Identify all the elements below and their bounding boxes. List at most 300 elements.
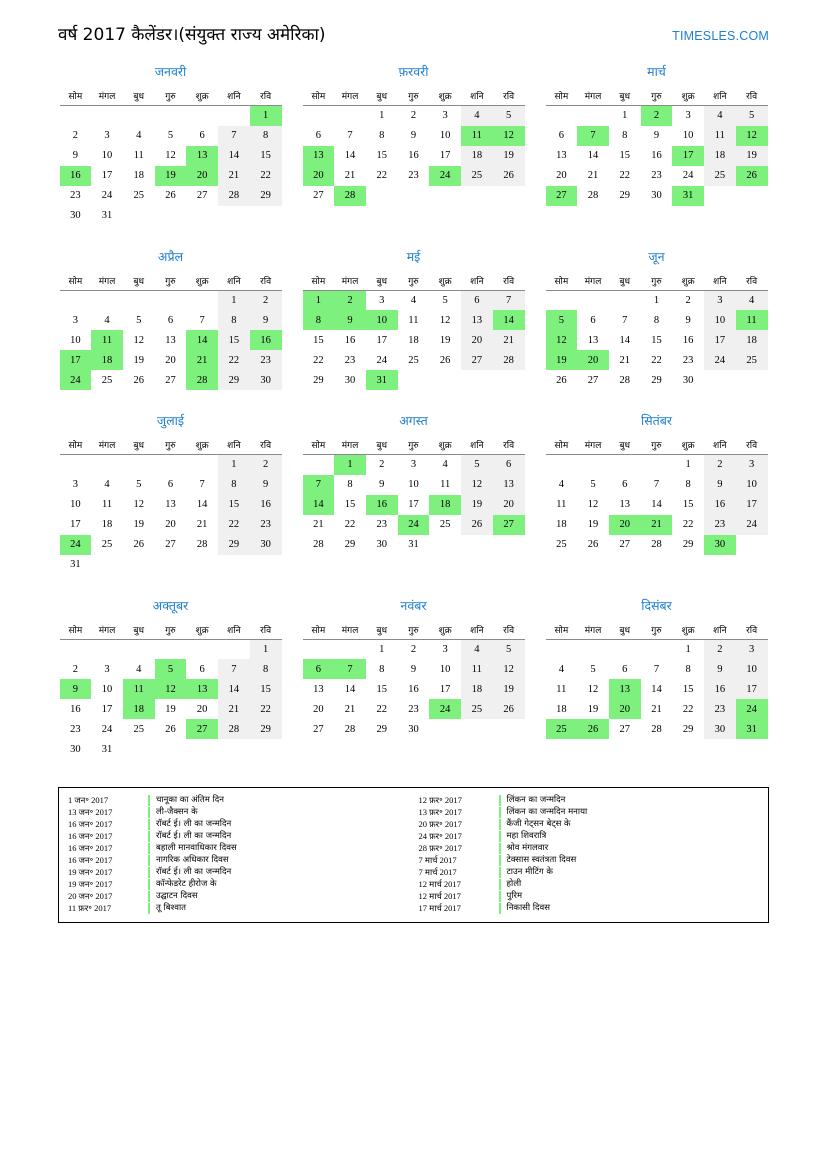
day-cell[interactable]: 21: [493, 330, 525, 350]
day-cell[interactable]: 22: [344, 519, 356, 530]
day-cell[interactable]: 19: [461, 495, 493, 515]
day-cell[interactable]: 2: [250, 455, 282, 475]
day-cell[interactable]: 7: [347, 130, 353, 141]
day-cell[interactable]: 26: [556, 374, 567, 386]
day-cell[interactable]: 25: [408, 354, 419, 366]
day-cell[interactable]: 10: [101, 150, 113, 161]
day-cell[interactable]: 20: [196, 703, 208, 715]
day-cell[interactable]: 10: [439, 663, 451, 675]
day-cell[interactable]: 11: [133, 150, 144, 161]
day-cell[interactable]: 29: [250, 186, 282, 206]
day-cell[interactable]: 30: [70, 743, 81, 755]
day-cell[interactable]: 14: [651, 499, 662, 510]
day-cell-holiday[interactable]: 1: [250, 106, 282, 126]
day-cell[interactable]: 9: [410, 130, 417, 141]
day-cell[interactable]: 31: [70, 559, 81, 570]
day-cell-holiday[interactable]: 28: [186, 370, 218, 390]
day-cell[interactable]: 27: [461, 350, 493, 370]
day-cell[interactable]: 14: [196, 499, 208, 510]
day-cell[interactable]: 8: [250, 126, 282, 146]
day-cell[interactable]: 16: [704, 679, 736, 699]
day-cell[interactable]: 30: [408, 723, 419, 735]
day-cell-holiday[interactable]: 26: [736, 166, 768, 186]
day-cell-holiday[interactable]: 21: [641, 515, 673, 535]
day-cell-holiday[interactable]: 20: [609, 699, 641, 719]
day-cell[interactable]: 7: [218, 659, 250, 679]
day-cell[interactable]: 29: [218, 535, 250, 555]
day-cell[interactable]: 29: [250, 719, 282, 739]
day-cell[interactable]: 6: [167, 479, 174, 490]
day-cell[interactable]: 11: [556, 683, 567, 695]
day-cell[interactable]: 30: [682, 374, 694, 386]
day-cell[interactable]: 13: [165, 334, 176, 346]
day-cell[interactable]: 3: [442, 643, 448, 655]
day-cell[interactable]: 16: [408, 683, 419, 695]
day-cell[interactable]: 26: [461, 515, 493, 535]
day-cell[interactable]: 5: [461, 455, 493, 475]
day-cell[interactable]: 9: [685, 314, 691, 326]
day-cell[interactable]: 14: [344, 150, 356, 161]
day-cell[interactable]: 19: [493, 679, 525, 699]
day-cell[interactable]: 19: [133, 354, 144, 366]
day-cell[interactable]: 7: [653, 663, 660, 675]
day-cell[interactable]: 25: [461, 166, 493, 186]
day-cell[interactable]: 17: [736, 679, 768, 699]
day-cell-holiday[interactable]: 27: [186, 719, 218, 739]
day-cell[interactable]: 23: [250, 350, 282, 370]
day-cell[interactable]: 31: [101, 743, 113, 755]
day-cell[interactable]: 14: [651, 683, 662, 695]
day-cell[interactable]: 28: [619, 374, 630, 386]
day-cell-holiday[interactable]: 27: [493, 515, 525, 535]
day-cell[interactable]: 23: [250, 515, 282, 535]
day-cell[interactable]: 30: [250, 535, 282, 555]
day-cell[interactable]: 15: [344, 499, 356, 510]
day-cell-holiday[interactable]: 31: [736, 719, 768, 739]
day-cell[interactable]: 8: [685, 663, 691, 675]
day-cell[interactable]: 21: [344, 703, 356, 715]
day-cell-holiday[interactable]: 17: [672, 146, 704, 166]
day-cell[interactable]: 15: [313, 334, 324, 346]
day-cell[interactable]: 6: [590, 314, 596, 326]
day-cell-holiday[interactable]: 24: [60, 535, 92, 555]
day-cell[interactable]: 4: [704, 106, 736, 126]
day-cell[interactable]: 14: [218, 146, 250, 166]
day-cell[interactable]: 18: [704, 146, 736, 166]
day-cell[interactable]: 1: [218, 455, 250, 475]
day-cell[interactable]: 16: [651, 150, 662, 161]
day-cell[interactable]: 25: [704, 166, 736, 186]
day-cell[interactable]: 5: [136, 479, 142, 490]
day-cell-holiday[interactable]: 20: [609, 515, 641, 535]
day-cell[interactable]: 25: [133, 723, 144, 735]
day-cell[interactable]: 9: [410, 663, 417, 675]
day-cell-holiday[interactable]: 20: [303, 166, 335, 186]
day-cell[interactable]: 27: [313, 190, 324, 201]
day-cell[interactable]: 26: [133, 374, 144, 386]
day-cell[interactable]: 2: [410, 643, 417, 655]
day-cell[interactable]: 27: [587, 374, 599, 386]
day-cell[interactable]: 2: [704, 455, 736, 475]
day-cell[interactable]: 16: [704, 495, 736, 515]
day-cell[interactable]: 4: [558, 479, 564, 490]
day-cell[interactable]: 8: [653, 314, 660, 326]
day-cell[interactable]: 10: [70, 499, 81, 510]
day-cell-holiday[interactable]: 20: [186, 166, 218, 186]
day-cell[interactable]: 27: [165, 539, 176, 550]
day-cell[interactable]: 3: [104, 130, 110, 141]
day-cell[interactable]: 8: [218, 475, 250, 495]
day-cell[interactable]: 23: [344, 354, 356, 366]
day-cell[interactable]: 2: [685, 294, 691, 306]
day-cell[interactable]: 18: [101, 519, 113, 530]
day-cell[interactable]: 28: [196, 539, 208, 550]
day-cell-holiday[interactable]: 24: [60, 370, 92, 390]
day-cell[interactable]: 15: [250, 146, 282, 166]
day-cell-holiday[interactable]: 16: [366, 495, 398, 515]
day-cell-holiday[interactable]: 5: [546, 310, 578, 330]
day-cell[interactable]: 19: [736, 146, 768, 166]
day-cell[interactable]: 11: [101, 499, 113, 510]
day-cell[interactable]: 3: [736, 455, 768, 475]
day-cell-holiday[interactable]: 6: [303, 659, 335, 679]
day-cell[interactable]: 13: [461, 310, 493, 330]
day-cell-holiday[interactable]: 19: [546, 350, 578, 370]
day-cell[interactable]: 9: [250, 310, 282, 330]
day-cell[interactable]: 12: [461, 475, 493, 495]
day-cell[interactable]: 15: [651, 334, 662, 346]
day-cell[interactable]: 14: [587, 150, 599, 161]
day-cell-holiday[interactable]: 19: [155, 166, 187, 186]
day-cell[interactable]: 13: [493, 475, 525, 495]
day-cell[interactable]: 9: [704, 475, 736, 495]
day-cell-holiday[interactable]: 16: [250, 330, 282, 350]
day-cell[interactable]: 8: [622, 130, 628, 141]
day-cell[interactable]: 11: [408, 314, 419, 326]
day-cell[interactable]: 17: [408, 499, 419, 510]
day-cell[interactable]: 11: [461, 659, 493, 679]
day-cell-holiday[interactable]: 12: [155, 679, 187, 699]
day-cell[interactable]: 30: [250, 370, 282, 390]
day-cell[interactable]: 24: [101, 723, 113, 735]
day-cell[interactable]: 27: [619, 539, 630, 550]
day-cell[interactable]: 26: [493, 166, 525, 186]
day-cell[interactable]: 21: [218, 699, 250, 719]
day-cell[interactable]: 20: [461, 330, 493, 350]
day-cell[interactable]: 25: [556, 539, 567, 550]
day-cell[interactable]: 26: [587, 539, 599, 550]
day-cell-holiday[interactable]: 13: [609, 679, 641, 699]
day-cell[interactable]: 12: [133, 499, 144, 510]
day-cell[interactable]: 10: [682, 130, 694, 141]
day-cell[interactable]: 27: [196, 190, 208, 201]
day-cell[interactable]: 17: [101, 703, 113, 715]
day-cell[interactable]: 23: [704, 699, 736, 719]
day-cell[interactable]: 16: [682, 334, 694, 346]
day-cell[interactable]: 15: [218, 330, 250, 350]
day-cell[interactable]: 22: [218, 350, 250, 370]
day-cell[interactable]: 1: [250, 639, 282, 659]
day-cell[interactable]: 29: [376, 723, 387, 735]
day-cell[interactable]: 20: [313, 703, 324, 715]
day-cell[interactable]: 6: [199, 130, 205, 141]
day-cell-holiday[interactable]: 28: [334, 186, 366, 206]
day-cell[interactable]: 28: [218, 719, 250, 739]
day-cell[interactable]: 10: [408, 479, 419, 490]
day-cell[interactable]: 9: [379, 479, 385, 490]
day-cell[interactable]: 1: [653, 294, 660, 306]
day-cell-holiday[interactable]: 25: [546, 719, 578, 739]
day-cell[interactable]: 21: [344, 170, 356, 181]
day-cell[interactable]: 25: [461, 699, 493, 719]
day-cell[interactable]: 19: [133, 519, 144, 530]
brand-link[interactable]: TIMESLES.COM: [672, 29, 769, 43]
day-cell[interactable]: 28: [587, 190, 599, 201]
day-cell-holiday[interactable]: 17: [60, 350, 92, 370]
day-cell[interactable]: 3: [685, 110, 691, 122]
day-cell[interactable]: 26: [493, 699, 525, 719]
day-cell[interactable]: 14: [218, 679, 250, 699]
day-cell[interactable]: 6: [493, 455, 525, 475]
day-cell[interactable]: 1: [379, 643, 385, 655]
day-cell-holiday[interactable]: 2: [641, 106, 673, 126]
day-cell[interactable]: 27: [165, 374, 176, 386]
day-cell[interactable]: 3: [72, 314, 78, 326]
day-cell[interactable]: 17: [70, 519, 81, 530]
day-cell[interactable]: 9: [72, 150, 78, 161]
day-cell[interactable]: 17: [704, 330, 736, 350]
day-cell[interactable]: 11: [440, 479, 451, 490]
day-cell[interactable]: 9: [250, 475, 282, 495]
day-cell[interactable]: 10: [439, 130, 451, 141]
day-cell[interactable]: 17: [439, 683, 451, 695]
day-cell[interactable]: 18: [408, 334, 419, 346]
day-cell[interactable]: 13: [619, 499, 630, 510]
day-cell[interactable]: 27: [313, 723, 324, 735]
day-cell-holiday[interactable]: 5: [155, 659, 187, 679]
day-cell-holiday[interactable]: 18: [429, 495, 461, 515]
day-cell[interactable]: 4: [461, 639, 493, 659]
day-cell[interactable]: 31: [101, 210, 113, 221]
day-cell[interactable]: 9: [653, 130, 660, 141]
day-cell[interactable]: 3: [410, 459, 417, 471]
day-cell[interactable]: 26: [133, 539, 144, 550]
day-cell[interactable]: 28: [651, 539, 662, 550]
day-cell[interactable]: 17: [736, 495, 768, 515]
day-cell[interactable]: 29: [651, 374, 662, 386]
day-cell[interactable]: 2: [379, 459, 385, 471]
day-cell[interactable]: 21: [313, 519, 324, 530]
day-cell[interactable]: 23: [70, 190, 81, 201]
day-cell[interactable]: 29: [682, 539, 694, 550]
day-cell-holiday[interactable]: 14: [186, 330, 218, 350]
day-cell[interactable]: 24: [736, 515, 768, 535]
day-cell[interactable]: 14: [619, 334, 630, 346]
day-cell[interactable]: 21: [196, 519, 208, 530]
day-cell[interactable]: 20: [165, 354, 176, 366]
day-cell[interactable]: 16: [70, 703, 81, 715]
day-cell[interactable]: 4: [410, 294, 417, 306]
day-cell[interactable]: 17: [439, 150, 451, 161]
day-cell[interactable]: 8: [347, 479, 353, 490]
day-cell[interactable]: 13: [587, 334, 599, 346]
day-cell[interactable]: 26: [439, 354, 451, 366]
day-cell[interactable]: 8: [685, 479, 691, 490]
day-cell[interactable]: 12: [493, 659, 525, 679]
day-cell[interactable]: 4: [442, 459, 448, 471]
day-cell[interactable]: 15: [218, 495, 250, 515]
day-cell[interactable]: 21: [218, 166, 250, 186]
day-cell[interactable]: 23: [651, 170, 662, 181]
day-cell[interactable]: 5: [136, 314, 142, 326]
day-cell-holiday[interactable]: 31: [672, 186, 704, 206]
day-cell[interactable]: 10: [70, 334, 81, 346]
day-cell[interactable]: 12: [587, 499, 599, 510]
day-cell[interactable]: 11: [704, 126, 736, 146]
day-cell-holiday[interactable]: 1: [334, 455, 366, 475]
day-cell[interactable]: 6: [622, 663, 628, 675]
day-cell-holiday[interactable]: 11: [123, 679, 155, 699]
day-cell[interactable]: 15: [682, 683, 694, 695]
day-cell[interactable]: 29: [218, 370, 250, 390]
day-cell[interactable]: 7: [199, 479, 205, 490]
day-cell[interactable]: 16: [250, 495, 282, 515]
day-cell[interactable]: 15: [619, 150, 630, 161]
day-cell[interactable]: 31: [408, 539, 419, 550]
day-cell[interactable]: 4: [461, 106, 493, 126]
day-cell[interactable]: 19: [165, 703, 176, 715]
day-cell-holiday[interactable]: 14: [303, 495, 335, 515]
day-cell[interactable]: 22: [376, 703, 387, 715]
day-cell[interactable]: 3: [104, 663, 110, 675]
day-cell[interactable]: 12: [439, 314, 451, 326]
day-cell[interactable]: 6: [167, 314, 174, 326]
day-cell[interactable]: 6: [622, 479, 628, 490]
day-cell[interactable]: 28: [493, 350, 525, 370]
day-cell[interactable]: 13: [313, 683, 324, 695]
day-cell[interactable]: 23: [704, 515, 736, 535]
day-cell[interactable]: 1: [685, 459, 691, 471]
day-cell[interactable]: 23: [682, 354, 694, 366]
day-cell-holiday[interactable]: 12: [736, 126, 768, 146]
day-cell[interactable]: 3: [442, 110, 448, 122]
day-cell[interactable]: 10: [736, 475, 768, 495]
day-cell[interactable]: 25: [101, 374, 113, 386]
day-cell[interactable]: 21: [619, 354, 630, 366]
day-cell[interactable]: 8: [218, 310, 250, 330]
day-cell[interactable]: 22: [313, 354, 324, 366]
day-cell[interactable]: 18: [556, 519, 567, 530]
day-cell[interactable]: 7: [199, 314, 205, 326]
day-cell[interactable]: 18: [461, 679, 493, 699]
day-cell[interactable]: 19: [439, 334, 451, 346]
day-cell-holiday[interactable]: 13: [303, 146, 335, 166]
day-cell[interactable]: 1: [218, 290, 250, 310]
day-cell[interactable]: 25: [101, 539, 113, 550]
day-cell-holiday[interactable]: 9: [334, 310, 366, 330]
day-cell[interactable]: 15: [376, 150, 387, 161]
day-cell[interactable]: 12: [587, 683, 599, 695]
day-cell[interactable]: 2: [410, 110, 417, 122]
day-cell[interactable]: 30: [651, 190, 662, 201]
day-cell-holiday[interactable]: 20: [577, 350, 609, 370]
day-cell[interactable]: 12: [165, 150, 176, 161]
day-cell[interactable]: 24: [682, 170, 694, 181]
day-cell[interactable]: 7: [218, 126, 250, 146]
day-cell-holiday[interactable]: 2: [334, 290, 366, 310]
day-cell[interactable]: 29: [344, 539, 356, 550]
day-cell[interactable]: 26: [165, 190, 176, 201]
day-cell[interactable]: 22: [651, 354, 662, 366]
day-cell[interactable]: 24: [101, 190, 113, 201]
day-cell[interactable]: 20: [165, 519, 176, 530]
day-cell[interactable]: 4: [136, 130, 142, 141]
day-cell[interactable]: 15: [250, 679, 282, 699]
day-cell[interactable]: 29: [619, 190, 630, 201]
day-cell-holiday[interactable]: 24: [736, 699, 768, 719]
day-cell[interactable]: 22: [250, 699, 282, 719]
day-cell[interactable]: 22: [376, 170, 387, 181]
day-cell[interactable]: 2: [72, 130, 78, 141]
day-cell[interactable]: 30: [344, 374, 356, 386]
day-cell-holiday[interactable]: 7: [303, 475, 335, 495]
day-cell[interactable]: 15: [682, 499, 694, 510]
day-cell[interactable]: 12: [133, 334, 144, 346]
day-cell[interactable]: 30: [704, 719, 736, 739]
day-cell[interactable]: 15: [376, 683, 387, 695]
day-cell[interactable]: 6: [315, 130, 321, 141]
day-cell[interactable]: 22: [250, 166, 282, 186]
day-cell[interactable]: 3: [704, 290, 736, 310]
day-cell-holiday[interactable]: 10: [366, 310, 398, 330]
day-cell-holiday[interactable]: 11: [736, 310, 768, 330]
day-cell[interactable]: 19: [587, 519, 599, 530]
day-cell[interactable]: 18: [556, 703, 567, 715]
day-cell[interactable]: 7: [622, 314, 628, 326]
day-cell[interactable]: 2: [704, 639, 736, 659]
day-cell-holiday[interactable]: 12: [493, 126, 525, 146]
day-cell[interactable]: 25: [439, 519, 451, 530]
day-cell[interactable]: 4: [136, 663, 142, 675]
day-cell-holiday[interactable]: 12: [546, 330, 578, 350]
day-cell[interactable]: 28: [651, 723, 662, 735]
day-cell[interactable]: 2: [250, 290, 282, 310]
day-cell-holiday[interactable]: 16: [60, 166, 92, 186]
day-cell[interactable]: 7: [653, 479, 660, 490]
day-cell[interactable]: 29: [313, 374, 324, 386]
day-cell[interactable]: 19: [587, 703, 599, 715]
day-cell-holiday[interactable]: 13: [186, 146, 218, 166]
day-cell-holiday[interactable]: 27: [546, 186, 578, 206]
day-cell-holiday[interactable]: 9: [60, 679, 92, 699]
day-cell[interactable]: 27: [619, 723, 630, 735]
day-cell-holiday[interactable]: 21: [186, 350, 218, 370]
day-cell[interactable]: 4: [736, 290, 768, 310]
day-cell[interactable]: 1: [622, 110, 628, 122]
day-cell[interactable]: 23: [408, 703, 419, 715]
day-cell[interactable]: 4: [558, 663, 564, 675]
day-cell[interactable]: 5: [493, 639, 525, 659]
day-cell[interactable]: 20: [493, 495, 525, 515]
day-cell[interactable]: 3: [72, 479, 78, 490]
day-cell[interactable]: 3: [379, 294, 385, 306]
day-cell[interactable]: 8: [250, 659, 282, 679]
day-cell[interactable]: 8: [379, 130, 385, 141]
day-cell-holiday[interactable]: 24: [429, 166, 461, 186]
day-cell[interactable]: 4: [104, 314, 110, 326]
day-cell[interactable]: 6: [199, 663, 205, 675]
day-cell[interactable]: 3: [736, 639, 768, 659]
